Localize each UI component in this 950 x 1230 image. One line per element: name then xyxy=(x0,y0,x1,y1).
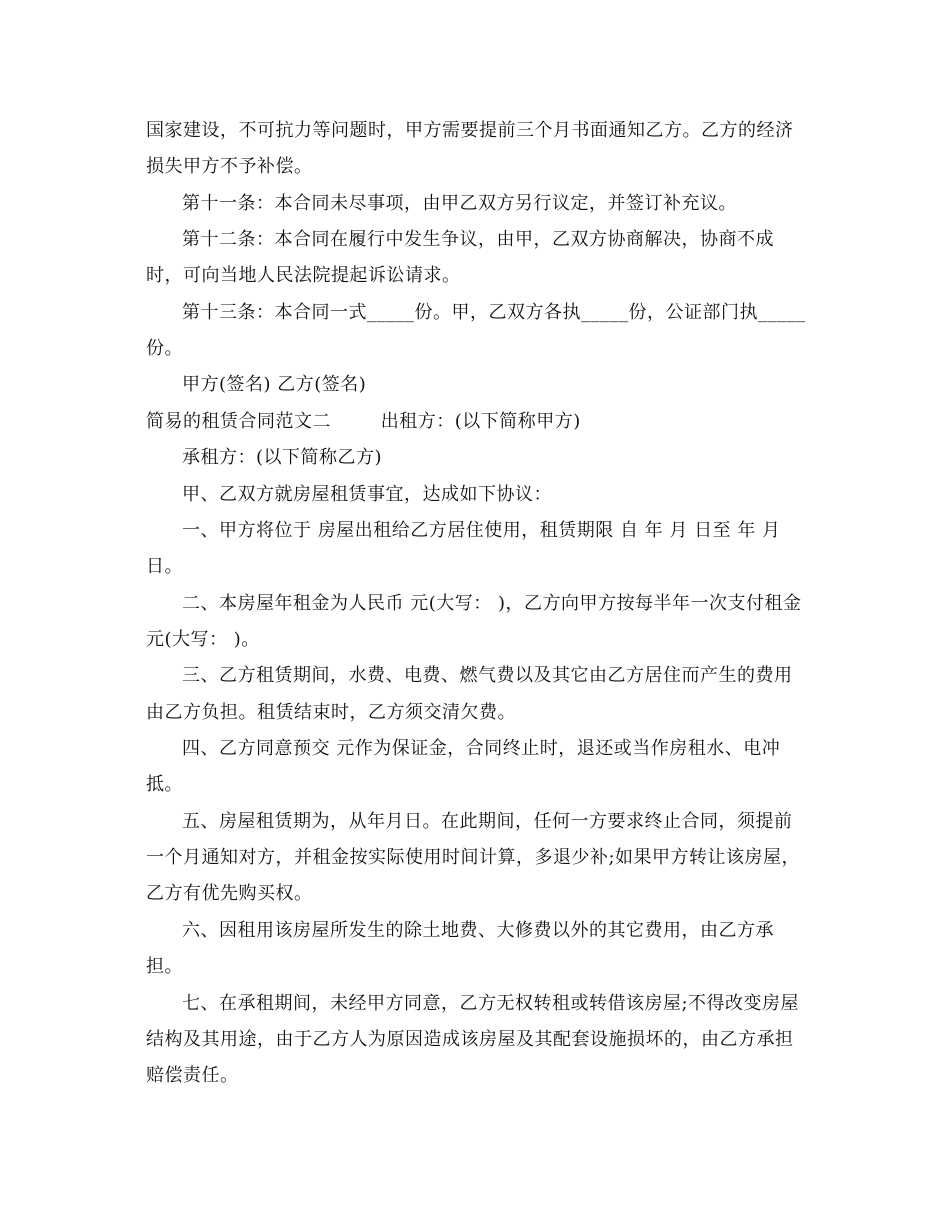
text-line: 一个月通知对方，并租金按实际使用时间计算，多退少补;如果甲方转让该房屋， xyxy=(146,847,801,868)
text-line: 甲、乙双方就房屋租赁事宜，达成如下协议： xyxy=(182,484,552,505)
signature-line: 甲方(签名) 乙方(签名) xyxy=(182,374,367,395)
section-heading: 简易的租赁合同范文二 出租方：(以下简称甲方) xyxy=(146,411,581,432)
text-line: 赔偿责任。 xyxy=(146,1065,239,1086)
text-line: 国家建设，不可抗力等问题时，甲方需要提前三个月书面通知乙方。乙方的经济 xyxy=(146,120,794,141)
text-line: 六、因租用该房屋所发生的除土地费、大修费以外的其它费用，由乙方承 xyxy=(182,920,774,941)
text-line: 担。 xyxy=(146,956,183,977)
text-line: 损失甲方不予补偿。 xyxy=(146,156,313,177)
text-line: 二、本房屋年租金为人民币 元(大写： )，乙方向甲方按每半年一次支付租金 xyxy=(182,593,802,614)
text-line: 第十二条：本合同在履行中发生争议，由甲，乙双方协商解决，协商不成 xyxy=(182,229,774,250)
text-line: 七、在承租期间，未经甲方同意，乙方无权转租或转借该房屋;不得改变房屋 xyxy=(182,993,800,1014)
text-line: 承租方：(以下简称乙方) xyxy=(182,447,383,468)
text-line: 抵。 xyxy=(146,774,183,795)
text-line: 乙方有优先购买权。 xyxy=(146,883,313,904)
text-line: 五、房屋租赁期为，从年月日。在此期间，任何一方要求终止合同，须提前 xyxy=(182,811,793,832)
text-line: 份。 xyxy=(146,338,183,359)
text-line: 由乙方负担。租赁结束时，乙方须交清欠费。 xyxy=(146,702,516,723)
text-line: 时，可向当地人民法院提起诉讼请求。 xyxy=(146,265,461,286)
text-line: 日。 xyxy=(146,556,183,577)
text-line: 元(大写： )。 xyxy=(146,629,260,650)
text-line: 三、乙方租赁期间，水费、电费、燃气费以及其它由乙方居住而产生的费用 xyxy=(182,665,793,686)
text-line: 一、甲方将位于 房屋出租给乙方居住使用，租赁期限 自 年 月 日至 年 月 xyxy=(182,520,781,541)
text-line: 第十一条：本合同未尽事项，由甲乙双方另行议定，并签订补充议。 xyxy=(182,193,737,214)
text-line: 结构及其用途，由于乙方人为原因造成该房屋及其配套设施损坏的，由乙方承担 xyxy=(146,1029,794,1050)
text-line: 第十三条：本合同一式_____份。甲，乙双方各执_____份，公证部门执_____ xyxy=(182,302,806,323)
text-line: 四、乙方同意预交 元作为保证金，合同终止时，退还或当作房租水、电冲 xyxy=(182,738,781,759)
